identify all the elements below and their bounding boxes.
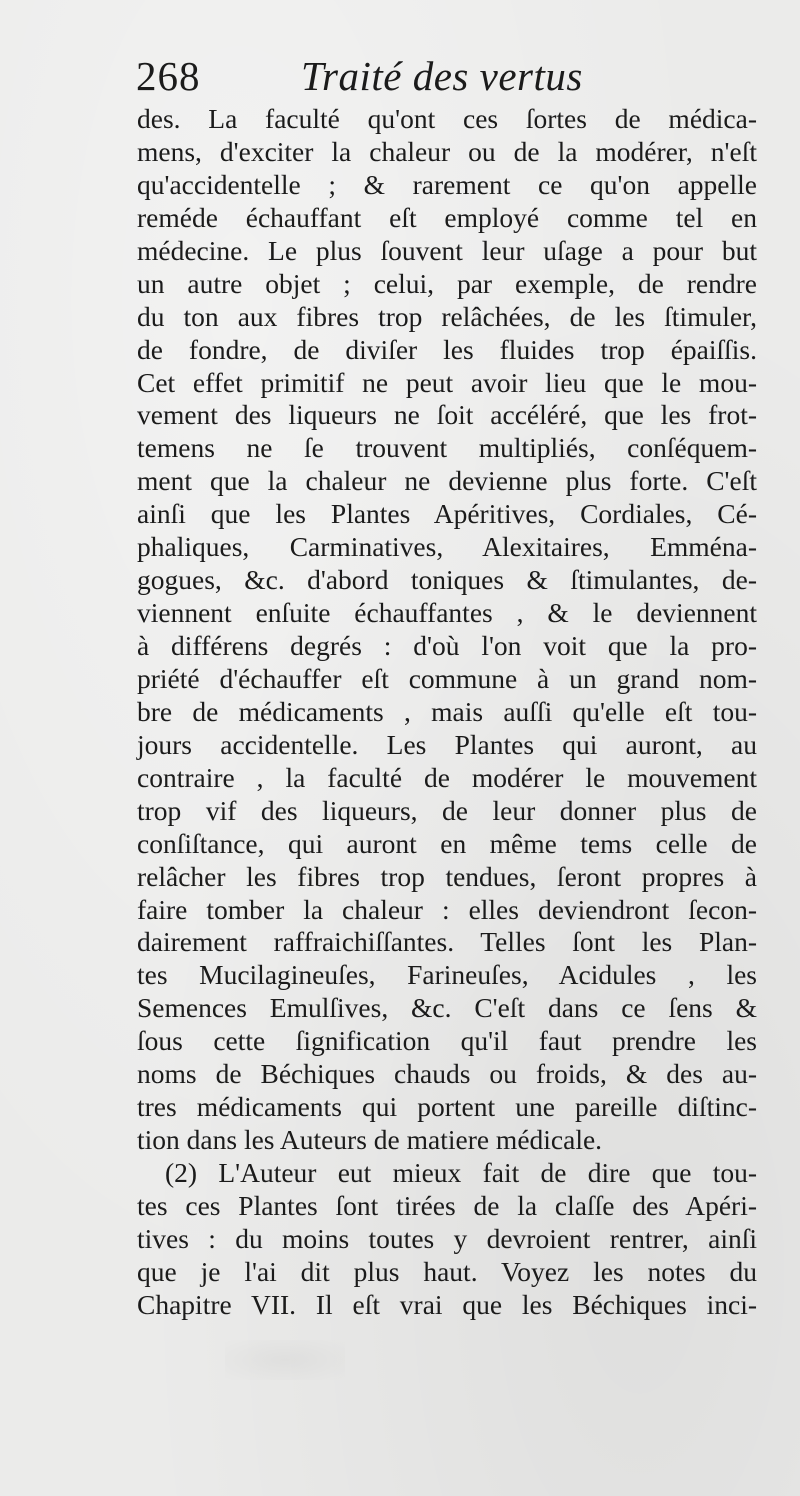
text-line: temens ne ſe trouvent multipliés, conſéquem- bbox=[137, 432, 757, 464]
text-line: dairement raffraichiſſantes. Telles ſont les Plan- bbox=[137, 926, 757, 958]
page-number: 268 bbox=[136, 53, 201, 99]
text-line: viennent enſuite échauffantes , & le deviennent bbox=[137, 597, 757, 629]
text-line: priété d'échauffer eſt commune à un grand nom- bbox=[137, 662, 757, 694]
text-line: vement des liqueurs ne ſoit accéléré, que les frot- bbox=[137, 399, 757, 431]
text-line: bre de médicaments , mais auſſi qu'elle eſt tou- bbox=[137, 695, 757, 727]
footnote-line: que je l'ai dit plus haut. Voyez les notes du bbox=[137, 1255, 757, 1287]
text-line: phaliques, Carminatives, Alexitaires, Emména- bbox=[137, 531, 757, 563]
text-line: reméde échauffant eſt employé comme tel en bbox=[137, 201, 757, 233]
text-line: ſous cette ſignification qu'il faut prendre les bbox=[137, 1025, 757, 1057]
text-line: relâcher les fibres trop tendues, ſeront propres à bbox=[137, 860, 757, 892]
text-line: tes Mucilagineuſes, Farineuſes, Acidules , les bbox=[137, 959, 757, 991]
text-line: faire tomber la chaleur : elles deviendront ſecon- bbox=[137, 893, 757, 925]
text-line: Semences Emulſives, &c. C'eſt dans ce ſens & bbox=[137, 992, 757, 1024]
text-line: du ton aux fibres trop relâchées, de les ſtimuler, bbox=[137, 300, 757, 332]
text-line: de fondre, de diviſer les fluides trop épaiſſis. bbox=[137, 333, 757, 365]
text-line: qu'accidentelle ; & rarement ce qu'on appelle bbox=[137, 168, 757, 200]
footnote-line: tes ces Plantes ſont tirées de la claſſe des Apéri- bbox=[137, 1189, 757, 1221]
text-line: ainſi que les Plantes Apéritives, Cordiales, Cé- bbox=[137, 498, 757, 530]
text-line: à différens degrés : d'où l'on voit que la pro- bbox=[137, 630, 757, 661]
body-text bbox=[137, 103, 757, 1322]
paper-smudge bbox=[225, 1340, 345, 1380]
text-line: noms de Béchiques chauds ou froids, & des au- bbox=[137, 1058, 757, 1090]
text-line: trop vif des liqueurs, de leur donner plus de bbox=[137, 794, 757, 826]
text-line: contraire , la faculté de modérer le mouvement bbox=[137, 761, 757, 793]
footnote-line: tives : du moins toutes y devroient rentrer, ainſi bbox=[137, 1222, 757, 1254]
text-line: mens, d'exciter la chaleur ou de la modérer, n'eſt bbox=[137, 135, 757, 167]
footnote-line: Chapitre VII. Il eſt vrai que les Béchiques inci- bbox=[137, 1288, 757, 1320]
text-line: tion dans les Auteurs de matiere médicale. bbox=[137, 1124, 603, 1156]
text-line: jours accidentelle. Les Plantes qui auront, au bbox=[137, 728, 757, 760]
text-line: conſiſtance, qui auront en même tems celle de bbox=[137, 827, 757, 859]
text-line: tres médicaments qui portent une pareille diſtinc- bbox=[137, 1091, 757, 1123]
text-line: Cet effet primitif ne peut avoir lieu que le mou- bbox=[137, 366, 757, 398]
text-line: médecine. Le plus ſouvent leur uſage a pour but bbox=[137, 234, 757, 266]
page-header bbox=[136, 48, 756, 104]
text-line: ment que la chaleur ne devienne plus forte. C'eſt bbox=[137, 465, 757, 497]
running-title: Traité des vertus bbox=[301, 53, 583, 99]
text-line: un autre objet ; celui, par exemple, de rendre bbox=[137, 267, 757, 299]
text-line: des. La faculté qu'ont ces ſortes de médica- bbox=[137, 103, 757, 134]
text-line: gogues, &c. d'abord toniques & ſtimulantes, de- bbox=[137, 564, 757, 596]
footnote-line: (2) L'Auteur eut mieux fait de dire que tou- bbox=[165, 1157, 757, 1188]
